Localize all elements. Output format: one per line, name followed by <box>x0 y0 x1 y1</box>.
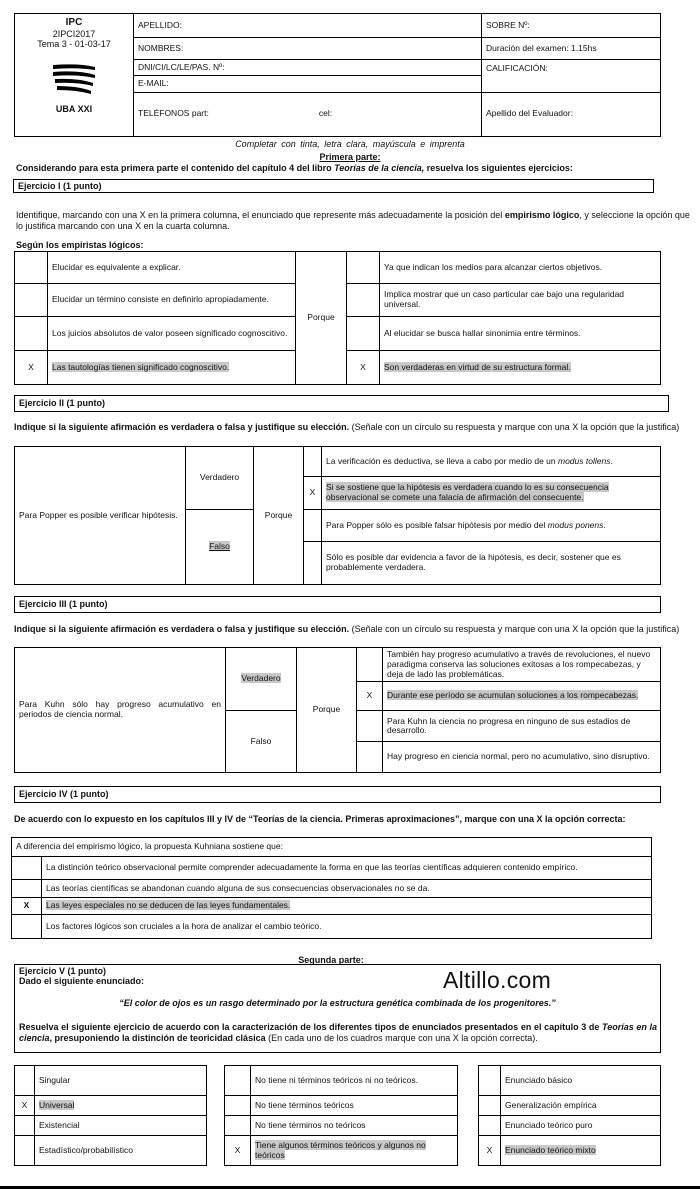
ex5-terms-mark[interactable] <box>225 1116 251 1136</box>
ex1-instruction: Identifique, marcando con una X en la primera columna, el enunciado que represente más adecuadamente la posición del empirismo lógico, y seleccione la opción que lo justifica marcando con una X en la cuarta columna. <box>16 210 690 231</box>
ex4-mark[interactable] <box>12 915 42 939</box>
ex1-reason: Ya que indican los medios para alcanzar ciertos objetivos. <box>380 252 661 284</box>
field-calificacion[interactable]: CALIFICACIÓN: <box>482 60 661 92</box>
ex1-reason-cell <box>380 351 661 385</box>
ex5-class-mark[interactable] <box>479 1116 501 1136</box>
ex5-terms-mark[interactable] <box>225 1096 251 1116</box>
ex5-instruction: Resuelva el siguiente ejercicio de acuerdo con la caracterización de los diferentes tipos de enunciados presentados en el capítulo 3 de Teorías en la ciencia, presuponiendo la distinción de teoricidad clásica (En cada uno de los cuadros marque con una X la opción correcta). <box>19 1022 657 1043</box>
logo-text: UBA XXI <box>55 103 93 114</box>
uba-logo-icon <box>49 61 99 99</box>
ex5-type-mark[interactable] <box>15 1116 35 1136</box>
ex5-terms-option: No tiene términos teóricos <box>251 1096 458 1116</box>
header-logo-cell <box>15 14 134 137</box>
ex5-title: Ejercicio V (1 punto) <box>19 966 107 976</box>
ex2-title: Ejercicio II (1 punto) <box>14 395 669 412</box>
ex4-option: La distinción teórico observacional permite comprender adecuadamente la forma en que las teorías científicas adquieren contenido empírico. <box>42 857 652 880</box>
ex5-terms-mark[interactable]: X <box>225 1136 251 1166</box>
ex5-class-mark[interactable] <box>479 1096 501 1116</box>
ex3-mark[interactable] <box>357 648 383 682</box>
ex5-class-option: Enunciado teórico mixto <box>505 1144 596 1155</box>
ex3-porque: Porque <box>297 648 357 773</box>
ex5-table-terms <box>224 1065 458 1166</box>
ex1-subtitle: Según los empiristas lógicos: <box>16 240 144 250</box>
course-name: IPC <box>65 17 83 28</box>
ex4-mark[interactable] <box>12 857 42 880</box>
ex1-porque: Porque <box>296 252 347 385</box>
ex4-option: Las teorías científicas se abandonan cuando alguna de sus consecuencias observacionales no se da. <box>42 880 652 898</box>
ex3-title: Ejercicio III (1 punto) <box>14 596 661 613</box>
ex3-claim: Para Kuhn sólo hay progreso acumulativo en periodos de ciencia normal. <box>15 648 226 773</box>
ex4-table <box>11 837 652 939</box>
ex3-mark[interactable] <box>357 711 383 742</box>
ex5-class-option-cell <box>501 1136 661 1166</box>
ex2-reason: Para Popper sólo es posible falsar hipótesis por medio del modus ponens. <box>322 510 661 542</box>
field-telefonos: TELÉFONOS part: <box>138 108 209 119</box>
ex2-reason: La verificación es deductiva, se lleva a cabo por medio de un modus tollens. <box>322 447 661 477</box>
ex1-mark2[interactable] <box>347 317 380 351</box>
ex1-reason: Son verdaderas en virtud de su estructura formal. <box>384 361 571 372</box>
ex1-mark2[interactable] <box>347 252 380 284</box>
ex2-porque: Porque <box>254 447 304 585</box>
ex3-mark[interactable]: X <box>357 682 383 711</box>
ex4-instruction: De acuerdo con lo expuesto en los capítulos III y IV de “Teorías de la ciencia. Primeras aproximaciones”, marque con una X la opción correcta: <box>14 814 626 824</box>
ex2-claim: Para Popper es posible verificar hipótesis. <box>15 447 186 585</box>
ex4-option: Las leyes especiales no se deducen de las leyes fundamentales. <box>46 900 291 911</box>
ex1-statement: Elucidar un término consiste en definirlo apropiadamente. <box>48 284 296 317</box>
ex4-mark[interactable] <box>12 880 42 898</box>
field-telefonos-cell[interactable] <box>134 92 482 136</box>
exam-date: Tema 3 - 01-03-17 <box>37 38 111 49</box>
ex4-option-cell <box>42 898 652 915</box>
instruction-text: Completar con tinta, letra clara, mayúscula e imprenta <box>235 139 465 149</box>
altillo-watermark: Altillo.com <box>443 967 552 993</box>
ex5-type-mark[interactable]: X <box>15 1096 35 1116</box>
field-cel: cel: <box>318 108 333 119</box>
ex1-mark[interactable] <box>15 317 48 351</box>
ex3-mark[interactable] <box>357 742 383 773</box>
field-evaluador[interactable]: Apellido del Evaluador: <box>482 92 661 136</box>
ex5-type-option: Estadístico/probabilístico <box>35 1136 207 1166</box>
ex5-type-option: Singular <box>35 1066 207 1096</box>
ex5-quote: “El color de ojos es un rasgo determinado por la estructura genética combinada de los progenitores.” <box>119 998 556 1008</box>
ex3-reason: Hay progreso en ciencia normal, pero no acumulativo, sino disruptivo. <box>383 742 661 773</box>
ex2-true-option[interactable]: Verdadero <box>186 447 254 510</box>
ex1-mark2[interactable]: X <box>347 351 380 385</box>
ex4-lead: A diferencia del empirismo lógico, la propuesta Kuhniana sostiene que: <box>12 838 652 857</box>
ex3-true-option[interactable]: Verdadero <box>226 648 297 711</box>
ex5-type-mark[interactable] <box>15 1066 35 1096</box>
course-code: 2IPCI2017 <box>52 28 96 39</box>
ex5-terms-option: No tiene ni términos teóricos ni no teóricos. <box>251 1066 458 1096</box>
ex1-mark2[interactable] <box>347 284 380 317</box>
ex5-type-option: Universal <box>39 1099 75 1110</box>
ex1-statement: Las tautologías tienen significado cognoscitivo. <box>52 361 230 372</box>
part1-intro: Considerando para esta primera parte el contenido del capítulo 4 del libro Teorías de la ciencia, resuelva los siguientes ejercicios: <box>16 163 573 173</box>
ex5-terms-option: Tiene algunos términos teóricos y algunos no teóricos <box>255 1139 426 1160</box>
ex2-mark[interactable]: X <box>304 477 322 510</box>
ex3-reason: Para Kuhn la ciencia no progresa en ninguno de sus estadios de desarrollo. <box>383 711 661 742</box>
ex4-mark[interactable]: X <box>12 898 42 915</box>
ex1-reason: Implica mostrar que un caso particular cae bajo una regularidad universal. <box>380 284 661 317</box>
ex3-instruction: Indique si la siguiente afirmación es verdadera o falsa y justifique su elección. (Señale con un círculo su respuesta y marque con una X la opción que la justifica) <box>14 624 680 634</box>
ex1-reason: Al elucidar se busca hallar sinonimia entre términos. <box>380 317 661 351</box>
ex5-class-mark[interactable]: X <box>479 1136 501 1166</box>
ex1-table <box>14 251 661 385</box>
ex5-table-class <box>478 1065 661 1166</box>
ex2-mark[interactable] <box>304 510 322 542</box>
ex5-terms-option-cell <box>251 1136 458 1166</box>
ex2-reason: Sólo es posible dar evidencia a favor de la hipótesis, es decir, sostener que es probablemente verdadera. <box>322 542 661 585</box>
ex2-mark[interactable] <box>304 542 322 585</box>
exam-duration: Duración del examen: 1.15hs <box>482 38 661 60</box>
ex2-reason: Si se sostiene que la hipótesis es verdadera cuando lo es su consecuencia observacional se comete una falacia de afirmación del consecuente. <box>322 477 661 510</box>
ex2-false-option[interactable]: Falso <box>186 510 254 585</box>
ex1-mark[interactable] <box>15 284 48 317</box>
ex5-class-option: Enunciado básico <box>501 1066 661 1096</box>
field-dni[interactable]: DNI/CI/LC/LE/PAS. Nº: <box>134 60 482 76</box>
ex2-instruction: Indique si la siguiente afirmación es verdadera o falsa y justifique su elección. (Señale con un círculo su respuesta y marque con una X la opción que la justifica) <box>14 422 680 432</box>
part2-title: Segunda parte: <box>298 955 364 965</box>
ex3-false-option[interactable]: Falso <box>226 711 297 773</box>
ex2-mark[interactable] <box>304 447 322 477</box>
ex5-class-mark[interactable] <box>479 1066 501 1096</box>
ex1-statement: Los juicios absolutos de valor poseen significado cognoscitivo. <box>48 317 296 351</box>
ex2-table <box>14 446 661 585</box>
field-sobre[interactable]: SOBRE Nº: <box>482 14 661 38</box>
ex1-statement: Elucidar es equivalente a explicar. <box>48 252 296 284</box>
field-apellido[interactable]: APELLIDO: <box>134 14 482 38</box>
field-email[interactable]: E-MAIL: <box>134 76 482 92</box>
part1-title: Primera parte: <box>319 152 381 162</box>
ex5-type-option-cell <box>35 1096 207 1116</box>
ex5-box <box>14 964 661 1053</box>
ex1-mark[interactable] <box>15 252 48 284</box>
ex5-type-option: Existencial <box>35 1116 207 1136</box>
ex5-given: Dado el siguiente enunciado: <box>19 976 145 986</box>
ex4-option: Los factores lógicos son cruciales a la hora de analizar el cambio teórico. <box>42 915 652 939</box>
ex5-class-option: Enunciado teórico puro <box>501 1116 661 1136</box>
ex3-reason: También hay progreso acumulativo a través de revoluciones, el nuevo paradigma conserva las soluciones exitosas a los rompecabezas, y deja de lado las problemáticas. <box>383 648 661 682</box>
field-nombres[interactable]: NOMBRES: <box>134 38 482 60</box>
ex3-table <box>14 647 661 773</box>
ex1-title: Ejercicio I (1 punto) <box>13 179 654 193</box>
ex5-class-option: Generalización empírica <box>501 1096 661 1116</box>
ex1-mark[interactable]: X <box>15 351 48 385</box>
ex1-statement-cell <box>48 351 296 385</box>
ex5-type-mark[interactable] <box>15 1136 35 1166</box>
ex5-table-type <box>14 1065 207 1166</box>
ex3-reason: Durante ese período se acumulan soluciones a los rompecabezas. <box>383 682 661 711</box>
ex4-title: Ejercicio IV (1 punto) <box>14 786 661 803</box>
ex5-terms-mark[interactable] <box>225 1066 251 1096</box>
header-table <box>14 13 661 137</box>
ex5-terms-option: No tiene términos no teóricos <box>251 1116 458 1136</box>
